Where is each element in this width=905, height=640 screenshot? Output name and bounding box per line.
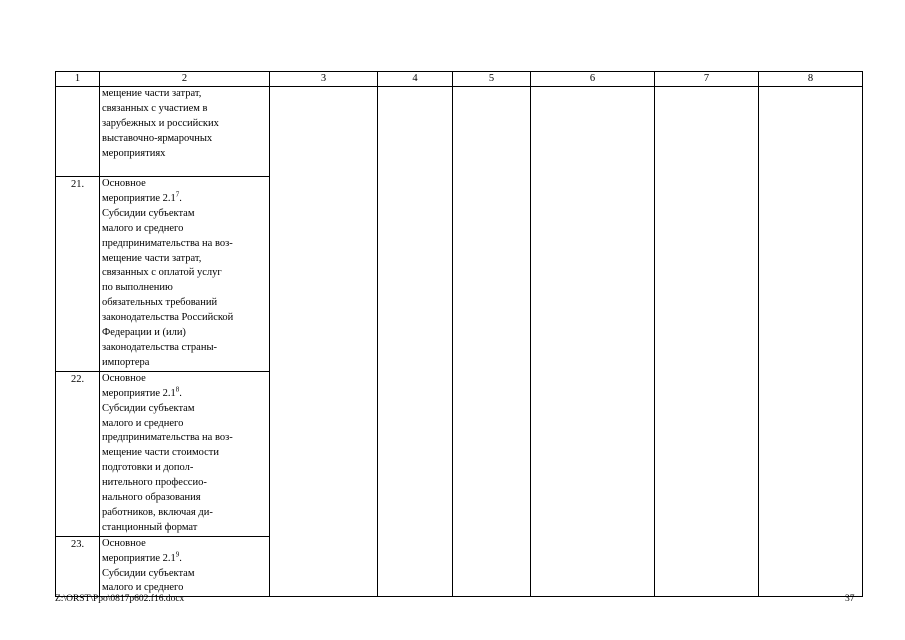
- footnote-marker: 7: [175, 190, 180, 199]
- measure-code-text: мероприятие 2.1: [102, 387, 176, 399]
- description-line: работников, включая ди-: [102, 506, 213, 518]
- column-6-cell: [531, 87, 655, 597]
- measure-code: [102, 552, 269, 567]
- column-header-2: 2: [100, 72, 270, 87]
- table-row: [56, 87, 863, 177]
- measure-code-text: мероприятие 2.1: [102, 552, 176, 564]
- column-header-7: 7: [655, 72, 759, 87]
- description-line: мероприятиях: [102, 147, 166, 159]
- measure-description: [100, 371, 270, 536]
- data-table: [55, 71, 863, 597]
- description-line: малого и среднего: [102, 222, 184, 234]
- footnote-marker: 8: [175, 385, 180, 394]
- description-line: обязательных требований: [102, 297, 218, 309]
- measure-code-period: .: [179, 192, 182, 204]
- description-line: законодательства страны-: [102, 341, 218, 353]
- measure-code: [102, 192, 269, 207]
- description-line: Субсидии субъектам: [102, 567, 195, 579]
- measure-code-text: мероприятие 2.1: [102, 192, 176, 204]
- row-number: [56, 87, 100, 177]
- column-header-3: 3: [270, 72, 378, 87]
- column-header-6: 6: [531, 72, 655, 87]
- measure-description: [100, 87, 270, 177]
- column-8-cell: [759, 87, 863, 597]
- description-line: мещение части стоимости: [102, 447, 220, 459]
- description-line: Федерации и (или): [102, 327, 186, 339]
- description-line: Субсидии субъектам: [102, 207, 195, 219]
- description-line: станционный формат: [102, 521, 198, 533]
- description-line: нального образования: [102, 492, 201, 504]
- column-header-4: 4: [378, 72, 453, 87]
- column-header-1: 1: [56, 72, 100, 87]
- column-header-5: 5: [453, 72, 531, 87]
- measure-code-period: .: [179, 552, 182, 564]
- description-line: подготовки и допол-: [102, 462, 194, 474]
- footer-file-path: Z:\ORST\Ppo\0817p602.f16.docx: [55, 594, 185, 604]
- description-line: мещение части затрат,: [102, 88, 202, 99]
- page-number: 37: [845, 594, 855, 604]
- header-row: [56, 72, 863, 87]
- row-number: 21.: [56, 177, 100, 372]
- description-line: Субсидии субъектам: [102, 402, 195, 414]
- description-line: предпринимательства на воз-: [102, 432, 233, 444]
- measure-description: [100, 177, 270, 372]
- column-3-cell: [270, 87, 378, 597]
- description-line: малого и среднего: [102, 417, 184, 429]
- description-line: предпринимательства на воз-: [102, 237, 233, 249]
- description-line: по выполнению: [102, 282, 173, 294]
- description-line: импортера: [102, 356, 150, 368]
- footnote-marker: 9: [175, 550, 180, 559]
- description-line: зарубежных и российских: [102, 117, 219, 129]
- measure-code: [102, 387, 269, 402]
- column-header-8: 8: [759, 72, 863, 87]
- description-line: законодательства Российской: [102, 312, 234, 324]
- measure-title: Основное: [102, 537, 146, 549]
- column-5-cell: [453, 87, 531, 597]
- measure-title: Основное: [102, 178, 146, 189]
- description-line: нительного профессио-: [102, 477, 207, 489]
- description-line: связанных с оплатой услуг: [102, 267, 222, 279]
- measure-title: Основное: [102, 372, 146, 384]
- description-line: связанных с участием в: [102, 102, 208, 114]
- measure-code-period: .: [179, 387, 182, 399]
- description-line: выставочно-ярмарочных: [102, 132, 213, 144]
- column-4-cell: [378, 87, 453, 597]
- row-number: 23.: [56, 536, 100, 597]
- column-7-cell: [655, 87, 759, 597]
- measure-description: [100, 536, 270, 597]
- description-line: малого и среднего: [102, 582, 184, 594]
- row-number: 22.: [56, 371, 100, 536]
- description-line: мещение части затрат,: [102, 252, 202, 264]
